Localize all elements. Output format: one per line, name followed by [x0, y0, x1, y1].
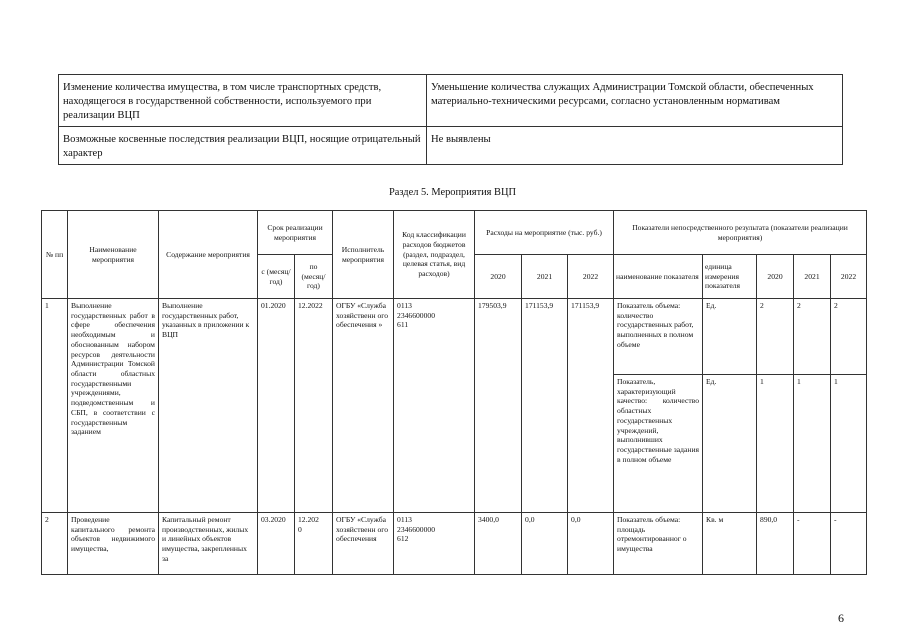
row-executor: ОГБУ «Служба хозяйственн ого обеспечения » — [333, 299, 394, 513]
row-exp: 3400,0 — [475, 513, 522, 575]
header-ind-name: наименование показателя — [614, 255, 703, 299]
row-num: 2 — [42, 513, 68, 575]
indicator-name: Показатель объема: площадь отремонтированног о имущества — [614, 513, 703, 575]
header-expenses: Расходы на мероприятие (тыс. руб.) — [475, 211, 614, 255]
row-content: Капитальный ремонт производственных, жилых и линейных объектов имущества, закрепленных за — [159, 513, 258, 575]
table-row — [59, 126, 843, 164]
table-cell: Изменение количества имущества, в том числе транспортных средств, находящегося в государственной собственности, используемого при реализации ВЦП — [59, 75, 427, 127]
table-row — [59, 75, 843, 127]
table-cell: Уменьшение количества служащих Администрации Томской области, обеспеченных материально-техническими ресурсами, согласно установленным нормативам — [427, 75, 843, 127]
header-year: 2022 — [568, 255, 614, 299]
row-to — [295, 513, 333, 575]
indicator-val: 1 — [831, 375, 867, 513]
indicator-unit: Кв. м — [703, 513, 757, 575]
row-exp: 171153,9 — [568, 299, 614, 513]
header-term-to: по (месяц/ год) — [295, 255, 333, 299]
row-executor: ОГБУ «Служба хозяйственн ого обеспечения — [333, 513, 394, 575]
header-row — [42, 211, 867, 255]
row-exp: 179503,9 — [475, 299, 522, 513]
header-year: 2021 — [794, 255, 831, 299]
indicator-val: 1 — [757, 375, 794, 513]
indicator-val: 2 — [757, 299, 794, 375]
row-to-text: 12.202 0 — [298, 515, 319, 534]
row-exp: 0,0 — [522, 513, 568, 575]
indicator-val: 2 — [794, 299, 831, 375]
header-content: Содержание мероприятия — [159, 211, 258, 299]
header-year: 2022 — [831, 255, 867, 299]
indicator-unit: Ед. — [703, 375, 757, 513]
row-code — [394, 299, 475, 513]
indicator-name: Показатель объема: количество государственных работ, выполненных в полном объеме — [614, 299, 703, 375]
header-term: Срок реализации мероприятия — [258, 211, 333, 255]
row-name: Проведение капитального ремонта объектов недвижимого имущества, — [68, 513, 159, 575]
indicator-val: 2 — [831, 299, 867, 375]
indicator-name: Показатель, характеризующий качество: количество областных государственных учреждений, выполнивших государственные задания в полном объеме — [614, 375, 703, 513]
row-code-text: 0113 2346600000 611 — [397, 301, 435, 330]
header-year: 2020 — [475, 255, 522, 299]
row-exp: 171153,9 — [522, 299, 568, 513]
table-row — [42, 299, 867, 375]
table-cell: Возможные косвенные последствия реализации ВЦП, носящие отрицательный характер — [59, 126, 427, 164]
activities-table — [41, 210, 867, 575]
table-row — [42, 513, 867, 575]
indicator-val: 1 — [794, 375, 831, 513]
row-from: 03.2020 — [258, 513, 295, 575]
header-term-from: с (месяц/ год) — [258, 255, 295, 299]
table-cell: Не выявлены — [427, 126, 843, 164]
section-title: Раздел 5. Мероприятия ВЦП — [389, 187, 516, 198]
row-code — [394, 513, 475, 575]
indicator-val: - — [831, 513, 867, 575]
header-indicators: Показатели непосредственного результата (показатели реализации мероприятия) — [614, 211, 867, 255]
header-ind-unit: единица измерения показателя — [703, 255, 757, 299]
header-name: Наименование мероприятия — [68, 211, 159, 299]
indicator-val: 890,0 — [757, 513, 794, 575]
row-content: Выполнение государственных работ, указанных в приложении к ВЦП — [159, 299, 258, 513]
row-code-text: 0113 2346600000 612 — [397, 515, 435, 544]
row-from: 01.2020 — [258, 299, 295, 513]
indicator-val: - — [794, 513, 831, 575]
row-exp: 0,0 — [568, 513, 614, 575]
header-year: 2020 — [757, 255, 794, 299]
page-number: 6 — [838, 611, 844, 625]
indicator-unit: Ед. — [703, 299, 757, 375]
header-executor: Исполнитель мероприятия — [333, 211, 394, 299]
row-to: 12.2022 — [295, 299, 333, 513]
header-year: 2021 — [522, 255, 568, 299]
row-num: 1 — [42, 299, 68, 513]
consequences-table — [58, 74, 843, 165]
header-code: Код классификации расходов бюджетов (раздел, подраздел, целевая статья, вид расходов) — [394, 211, 475, 299]
row-name: Выполнение государственных работ в сфере обеспечения необходимым и обоснованным набором ресурсов деятельности Администрации Томской области областных государственными учреждениями, подведомственным и СБП, в соответствии с государственным заданием — [68, 299, 159, 513]
header-num: № пп — [42, 211, 68, 299]
